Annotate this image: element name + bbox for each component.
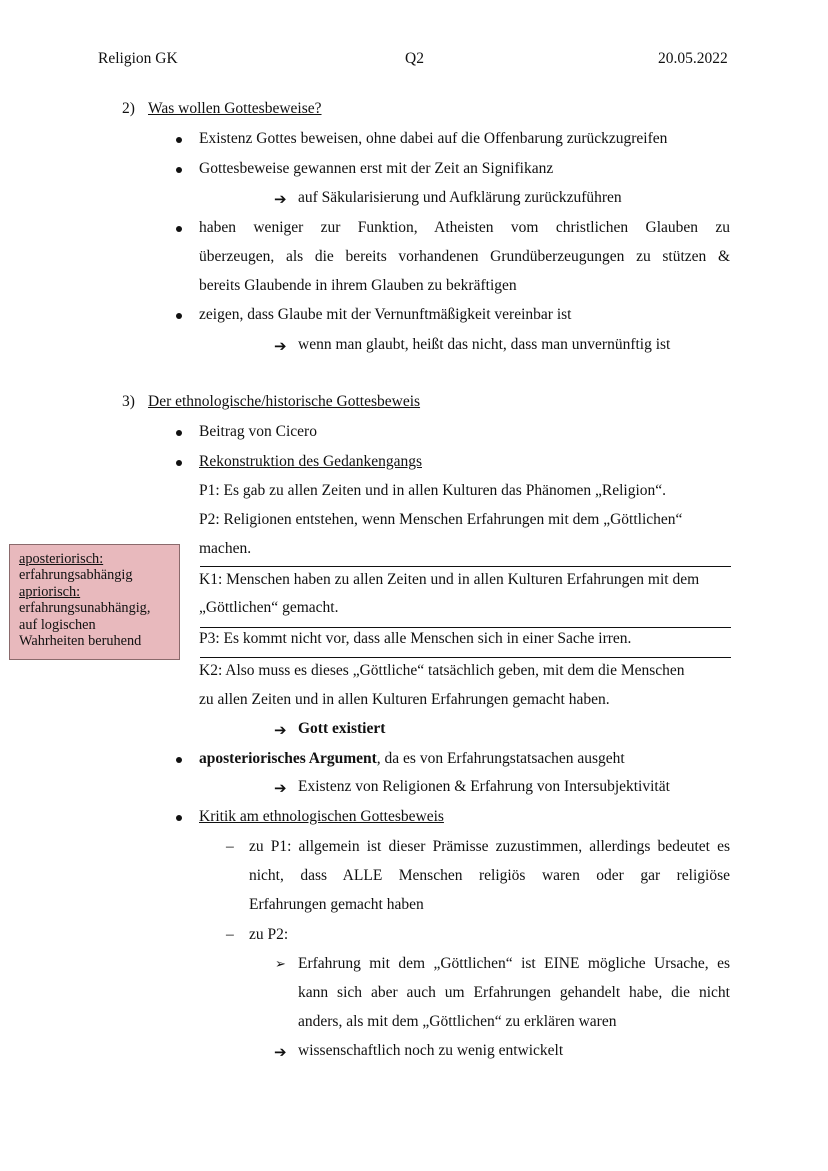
divider-line [200, 627, 731, 628]
section-3-title: Der ethnologische/historische Gottesbeweis [148, 393, 421, 410]
section-3-bullet-2: Rekonstruktion des Gedankengangs [199, 453, 422, 470]
arrow-right-icon: ➔ [274, 779, 287, 797]
dash-icon: – [226, 926, 234, 943]
section-2-bullet-2-arrow-text: auf Säkularisierung und Aufklärung zurückzuführen [298, 189, 622, 206]
section-2-title: Was wollen Gottesbeweise? [148, 100, 322, 117]
section-2-bullet-4-arrow-text: wenn man glaubt, heißt das nicht, dass man unvernünftig ist [298, 336, 671, 353]
premise-p3: P3: Es kommt nicht vor, dass alle Menschen sich in einer Sache irren. [199, 630, 632, 647]
bullet-3-rest: , da es von Erfahrungstatsachen ausgeht [376, 750, 625, 767]
section-2-bullet-3-line-1: haben weniger zur Funktion, Atheisten vom christlichen Glauben zu [199, 219, 730, 236]
arrow-right-icon: ➔ [274, 1043, 287, 1061]
bullet-icon [176, 430, 182, 436]
conclusion-k2-line-2: zu allen Zeiten und in allen Kulturen Erfahrungen gemacht haben. [199, 691, 610, 708]
note-def-apriorisch-line-3: Wahrheiten beruhend [19, 633, 142, 650]
margin-note [9, 544, 180, 660]
section-3-bullet-3-arrow-text: Existenz von Religionen & Erfahrung von Intersubjektivität [298, 778, 670, 795]
section-2-bullet-1: Existenz Gottes beweisen, ohne dabei auf die Offenbarung zurückzugreifen [199, 130, 668, 147]
section-3-bullet-4: Kritik am ethnologischen Gottesbeweis [199, 808, 444, 825]
bullet-icon [176, 757, 182, 763]
premise-p2-line-2: machen. [199, 540, 252, 557]
bullet-icon [176, 460, 182, 466]
section-3-bullet-3 [199, 750, 625, 768]
critique-p1-line-1: zu P1: allgemein ist dieser Prämisse zuzustimmen, allerdings bedeutet es [249, 838, 730, 855]
section-3-bullet-1: Beitrag von Cicero [199, 423, 317, 440]
divider-line [200, 566, 731, 567]
section-2-bullet-2: Gottesbeweise gewannen erst mit der Zeit an Signifikanz [199, 160, 554, 177]
note-term-apriorisch: apriorisch: [19, 583, 81, 600]
section-2-number: 2) [122, 100, 135, 117]
critique-p2: zu P2: [249, 926, 289, 943]
conclusion-k1-line-2: „Göttlichen“ gemacht. [199, 599, 339, 616]
chevron-right-icon: ➢ [275, 957, 286, 972]
conclusion-k1-line-1: K1: Menschen haben zu allen Zeiten und in allen Kulturen Erfahrungen mit dem [199, 571, 700, 588]
conclusion-k2-line-1: K2: Also muss es dieses „Göttliche“ tatsächlich geben, mit dem die Menschen [199, 662, 685, 679]
dash-icon: – [226, 838, 234, 855]
note-term-aposteriorisch: aposteriorisch: [19, 551, 104, 567]
critique-p2-sub-line-1: Erfahrung mit dem „Göttlichen“ ist EINE mögliche Ursache, es [298, 955, 730, 972]
section-2-bullet-3-line-2: überzeugen, als die bereits vorhandenen Grundüberzeugungen zu stützen & [199, 248, 730, 265]
bullet-icon [176, 137, 182, 143]
premise-p2-line-1: P2: Religionen entstehen, wenn Menschen Erfahrungen mit dem „Göttlichen“ [199, 511, 683, 528]
bullet-icon [176, 815, 182, 821]
note-def-apriorisch-line-1: erfahrungsunabhängig, [19, 600, 151, 617]
critique-p2-arrow-text: wissenschaftlich noch zu wenig entwickelt [298, 1042, 564, 1059]
bullet-icon [176, 226, 182, 232]
note-def-apriorisch-line-2: auf logischen [19, 616, 96, 633]
section-2-bullet-4: zeigen, dass Glaube mit der Vernunftmäßigkeit vereinbar ist [199, 306, 572, 323]
final-conclusion: Gott existiert [298, 720, 386, 737]
arrow-right-icon: ➔ [274, 337, 287, 355]
arrow-right-icon: ➔ [274, 190, 287, 208]
header-center: Q2 [405, 50, 424, 67]
divider-line [200, 657, 731, 658]
bullet-icon [176, 167, 182, 173]
header-left: Religion GK [98, 50, 178, 67]
bold-term: aposteriorisches Argument [199, 750, 377, 767]
critique-p2-sub-line-3: anders, als mit dem „Göttlichen“ zu erklären waren [298, 1013, 617, 1030]
critique-p2-sub-line-2: kann sich aber auch um Erfahrungen gehandelt habe, die nicht [298, 984, 730, 1001]
critique-p1-line-3: Erfahrungen gemacht haben [249, 896, 424, 913]
section-3-number: 3) [122, 393, 135, 410]
header-right: 20.05.2022 [658, 50, 728, 67]
critique-p1-line-2: nicht, dass ALLE Menschen religiös waren oder gar religiöse [249, 867, 730, 884]
arrow-right-icon: ➔ [274, 721, 287, 739]
premise-p1: P1: Es gab zu allen Zeiten und in allen Kulturen das Phänomen „Religion“. [199, 482, 667, 499]
note-def-aposteriorisch: erfahrungsabhängig [19, 567, 133, 584]
section-2-bullet-3-line-3: bereits Glaubende in ihrem Glauben zu bekräftigen [199, 277, 517, 294]
bullet-icon [176, 313, 182, 319]
